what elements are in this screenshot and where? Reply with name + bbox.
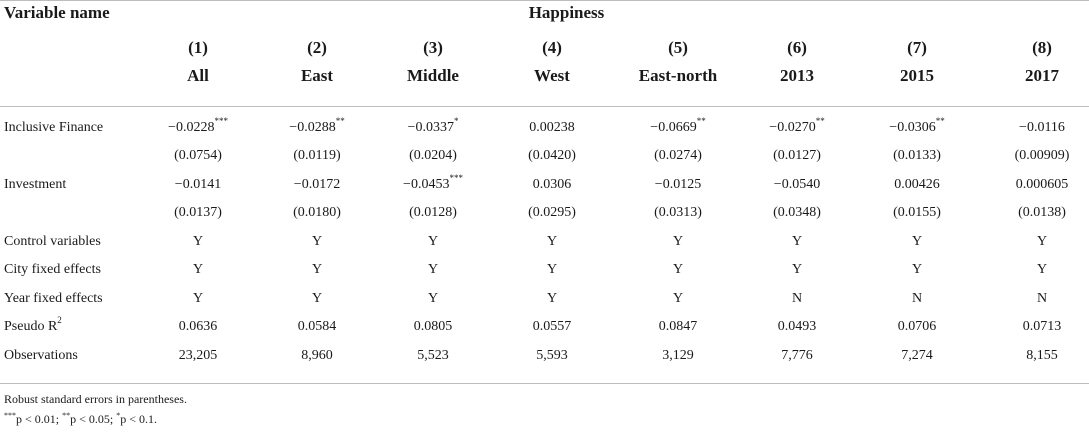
- cell-value: 0.00426: [894, 177, 940, 192]
- cell-value: (0.0348): [773, 205, 821, 220]
- column-number: (7): [907, 38, 927, 57]
- table-cell: [373, 205, 493, 221]
- column-number: (3): [423, 38, 443, 57]
- cell-value: (0.0128): [409, 205, 457, 220]
- table-cell: [618, 205, 738, 221]
- cell-value: Y: [1036, 234, 1048, 249]
- cell-value: 0.0713: [1022, 319, 1062, 334]
- note-significance-text: p < 0.01;: [16, 412, 63, 426]
- cell-value: −0.0337: [407, 120, 454, 135]
- cell-value: 0.0493: [777, 319, 817, 334]
- cell-value: Y: [546, 262, 558, 277]
- cell-value: (0.0313): [654, 205, 702, 220]
- table-cell: [138, 205, 258, 221]
- table-cell: [982, 291, 1089, 307]
- table-cell: [857, 262, 977, 278]
- cell-value: (0.0295): [528, 205, 576, 220]
- table-cell: [257, 116, 377, 136]
- significance-stars: ***: [214, 116, 228, 127]
- table-cell: [618, 234, 738, 250]
- table-bottom-rule: [0, 383, 1089, 384]
- table-cell: [857, 177, 977, 193]
- table-cell: [618, 148, 738, 164]
- table-cell: [737, 291, 857, 307]
- table-cell: [982, 148, 1089, 164]
- column-number: (4): [542, 38, 562, 57]
- cell-value: Y: [546, 234, 558, 249]
- cell-value: 8,155: [1026, 348, 1058, 363]
- table-cell: [257, 177, 377, 193]
- table-cell: [618, 319, 738, 335]
- table-cell: [737, 319, 857, 335]
- note-significance-stars: **: [62, 411, 71, 420]
- table-cell: [857, 148, 977, 164]
- cell-value: N: [911, 291, 923, 306]
- table-cell: [982, 262, 1089, 278]
- cell-value: Y: [311, 291, 323, 306]
- cell-value: 0.0584: [297, 319, 337, 334]
- cell-value: (0.0155): [893, 205, 941, 220]
- column-number: (2): [307, 38, 327, 57]
- cell-value: (0.0420): [528, 148, 576, 163]
- column-number: (5): [668, 38, 688, 57]
- cell-value: 0.000605: [1015, 177, 1069, 192]
- cell-value: (0.0138): [1018, 205, 1066, 220]
- column-name: 2013: [780, 66, 814, 85]
- table-cell: [492, 205, 612, 221]
- significance-stars: **: [935, 116, 945, 127]
- cell-value: Y: [427, 291, 439, 306]
- cell-value: Y: [192, 291, 204, 306]
- cell-value: 5,593: [536, 348, 568, 363]
- row-label: [4, 291, 103, 307]
- row-label: [4, 315, 62, 335]
- table-cell: [373, 319, 493, 335]
- cell-value: 8,960: [301, 348, 333, 363]
- column-name: All: [187, 66, 209, 85]
- table-cell: [138, 177, 258, 193]
- cell-value: 7,274: [901, 348, 933, 363]
- column-number: (8): [1032, 38, 1052, 57]
- table-cell: [618, 116, 738, 136]
- cell-value: −0.0270: [769, 120, 816, 135]
- cell-value: (0.0204): [409, 148, 457, 163]
- cell-value: −0.0540: [773, 177, 821, 192]
- cell-value: 0.0636: [178, 319, 218, 334]
- cell-value: Y: [1036, 262, 1048, 277]
- cell-value: Y: [192, 234, 204, 249]
- significance-stars: **: [335, 116, 345, 127]
- table-cell: [373, 173, 493, 193]
- table-cell: [492, 148, 612, 164]
- table-cell: [257, 348, 377, 364]
- cell-value: Y: [427, 234, 439, 249]
- table-cell: [982, 120, 1089, 136]
- note-significance-stars: *: [116, 411, 121, 420]
- column-number: (6): [787, 38, 807, 57]
- column-name: West: [534, 66, 570, 85]
- table-cell: [138, 262, 258, 278]
- table-top-rule: [0, 0, 1089, 1]
- cell-value: −0.0453: [403, 177, 450, 192]
- cell-value: −0.0172: [293, 177, 341, 192]
- column-name: East: [300, 66, 334, 85]
- table-cell: [492, 348, 612, 364]
- table-cell: [737, 348, 857, 364]
- cell-value: Y: [672, 234, 684, 249]
- table-cell: [857, 348, 977, 364]
- table-cell: [982, 234, 1089, 250]
- table-cell: [618, 262, 738, 278]
- table-cell: [492, 262, 612, 278]
- cell-value: 0.0805: [413, 319, 453, 334]
- cell-value: Y: [911, 262, 923, 277]
- table-cell: [982, 319, 1089, 335]
- note-significance-stars: ***: [4, 411, 16, 420]
- row-label-text: Inclusive Finance: [4, 120, 104, 135]
- cell-value: −0.0228: [168, 120, 215, 135]
- table-cell: [373, 148, 493, 164]
- cell-value: 0.00238: [529, 120, 575, 135]
- table-cell: [492, 319, 612, 335]
- cell-value: 0.0706: [897, 319, 937, 334]
- column-number: (1): [188, 38, 208, 57]
- cell-value: 0.0557: [532, 319, 572, 334]
- row-label: [4, 177, 66, 193]
- table-cell: [618, 291, 738, 307]
- table-cell: [857, 116, 977, 136]
- table-cell: [257, 319, 377, 335]
- cell-value: Y: [672, 262, 684, 277]
- table-cell: [257, 262, 377, 278]
- significance-stars: **: [696, 116, 706, 127]
- row-label: [4, 348, 78, 364]
- cell-value: Y: [672, 291, 684, 306]
- cell-value: 3,129: [662, 348, 694, 363]
- variable-name-header: Variable name: [4, 3, 110, 22]
- table-cell: [737, 262, 857, 278]
- row-label: [4, 234, 101, 250]
- table-cell: [492, 177, 612, 193]
- row-label: [4, 262, 101, 278]
- cell-value: Y: [791, 234, 803, 249]
- table-cell: [492, 234, 612, 250]
- note-standard-errors: Robust standard errors in parentheses.: [4, 392, 187, 406]
- cell-value: 0.0306: [532, 177, 572, 192]
- table-cell: [257, 148, 377, 164]
- table-cell: [138, 348, 258, 364]
- cell-value: Y: [192, 262, 204, 277]
- significance-stars: ***: [449, 173, 463, 184]
- table-cell: [737, 116, 857, 136]
- header-rule: [0, 106, 1089, 107]
- table-cell: [373, 348, 493, 364]
- note-significance-levels: [4, 412, 157, 427]
- happiness-group-header: [0, 3, 1089, 23]
- table-cell: [257, 205, 377, 221]
- table-cell: [138, 319, 258, 335]
- table-cell: [982, 348, 1089, 364]
- cell-value: (0.0754): [174, 148, 222, 163]
- table-cell: [373, 116, 493, 136]
- cell-value: Y: [911, 234, 923, 249]
- column-name: East-north: [638, 66, 718, 85]
- cell-value: (0.0127): [773, 148, 821, 163]
- row-label-text: Year fixed effects: [4, 291, 103, 306]
- table-cell: [138, 116, 258, 136]
- column-name: Middle: [407, 66, 459, 85]
- table-cell: [737, 234, 857, 250]
- table-cell: [982, 205, 1089, 221]
- column-name: 2015: [900, 66, 934, 85]
- row-label: [4, 120, 103, 136]
- table-cell: [492, 291, 612, 307]
- cell-value: 5,523: [417, 348, 449, 363]
- table-cell: [492, 120, 612, 136]
- row-label-text: Pseudo R: [4, 319, 58, 334]
- significance-stars: *: [453, 116, 459, 127]
- cell-value: −0.0306: [889, 120, 936, 135]
- cell-value: −0.0288: [289, 120, 336, 135]
- cell-value: (0.0180): [293, 205, 341, 220]
- column-name: 2017: [1025, 66, 1059, 85]
- cell-value: −0.0669: [650, 120, 697, 135]
- row-label-text: Investment: [4, 177, 67, 192]
- cell-value: 7,776: [781, 348, 813, 363]
- cell-value: 23,205: [178, 348, 218, 363]
- cell-value: (0.0119): [293, 148, 341, 163]
- table-cell: [737, 177, 857, 193]
- cell-value: N: [791, 291, 803, 306]
- table-cell: [857, 291, 977, 307]
- table-cell: [618, 177, 738, 193]
- cell-value: Y: [311, 234, 323, 249]
- table-cell: [138, 148, 258, 164]
- row-label-text: Control variables: [4, 234, 101, 249]
- cell-value: 0.0847: [658, 319, 698, 334]
- table-cell: [982, 177, 1089, 193]
- table-cell: [857, 205, 977, 221]
- table-cell: [373, 234, 493, 250]
- cell-value: Y: [427, 262, 439, 277]
- cell-value: −0.0125: [654, 177, 702, 192]
- cell-value: −0.0116: [1019, 120, 1065, 135]
- happiness-group-label: Happiness: [528, 3, 605, 22]
- table-cell: [857, 319, 977, 335]
- row-label-superscript: 2: [57, 315, 62, 326]
- cell-value: Y: [311, 262, 323, 277]
- cell-value: Y: [791, 262, 803, 277]
- significance-stars: **: [815, 116, 825, 127]
- table-cell: [618, 348, 738, 364]
- table-cell: [373, 262, 493, 278]
- table-cell: [138, 234, 258, 250]
- cell-value: (0.0137): [174, 205, 222, 220]
- table-cell: [138, 291, 258, 307]
- table-cell: [737, 205, 857, 221]
- cell-value: (0.00909): [1014, 148, 1070, 163]
- table-cell: [737, 148, 857, 164]
- cell-value: Y: [546, 291, 558, 306]
- note-significance-text: p < 0.1.: [120, 412, 157, 426]
- note-significance-text: p < 0.05;: [70, 412, 117, 426]
- cell-value: (0.0133): [893, 148, 941, 163]
- cell-value: −0.0141: [174, 177, 222, 192]
- cell-value: N: [1036, 291, 1048, 306]
- row-label-text: City fixed effects: [4, 262, 101, 277]
- cell-value: (0.0274): [654, 148, 702, 163]
- table-cell: [857, 234, 977, 250]
- row-label-text: Observations: [4, 348, 78, 363]
- table-cell: [257, 291, 377, 307]
- table-cell: [257, 234, 377, 250]
- table-cell: [373, 291, 493, 307]
